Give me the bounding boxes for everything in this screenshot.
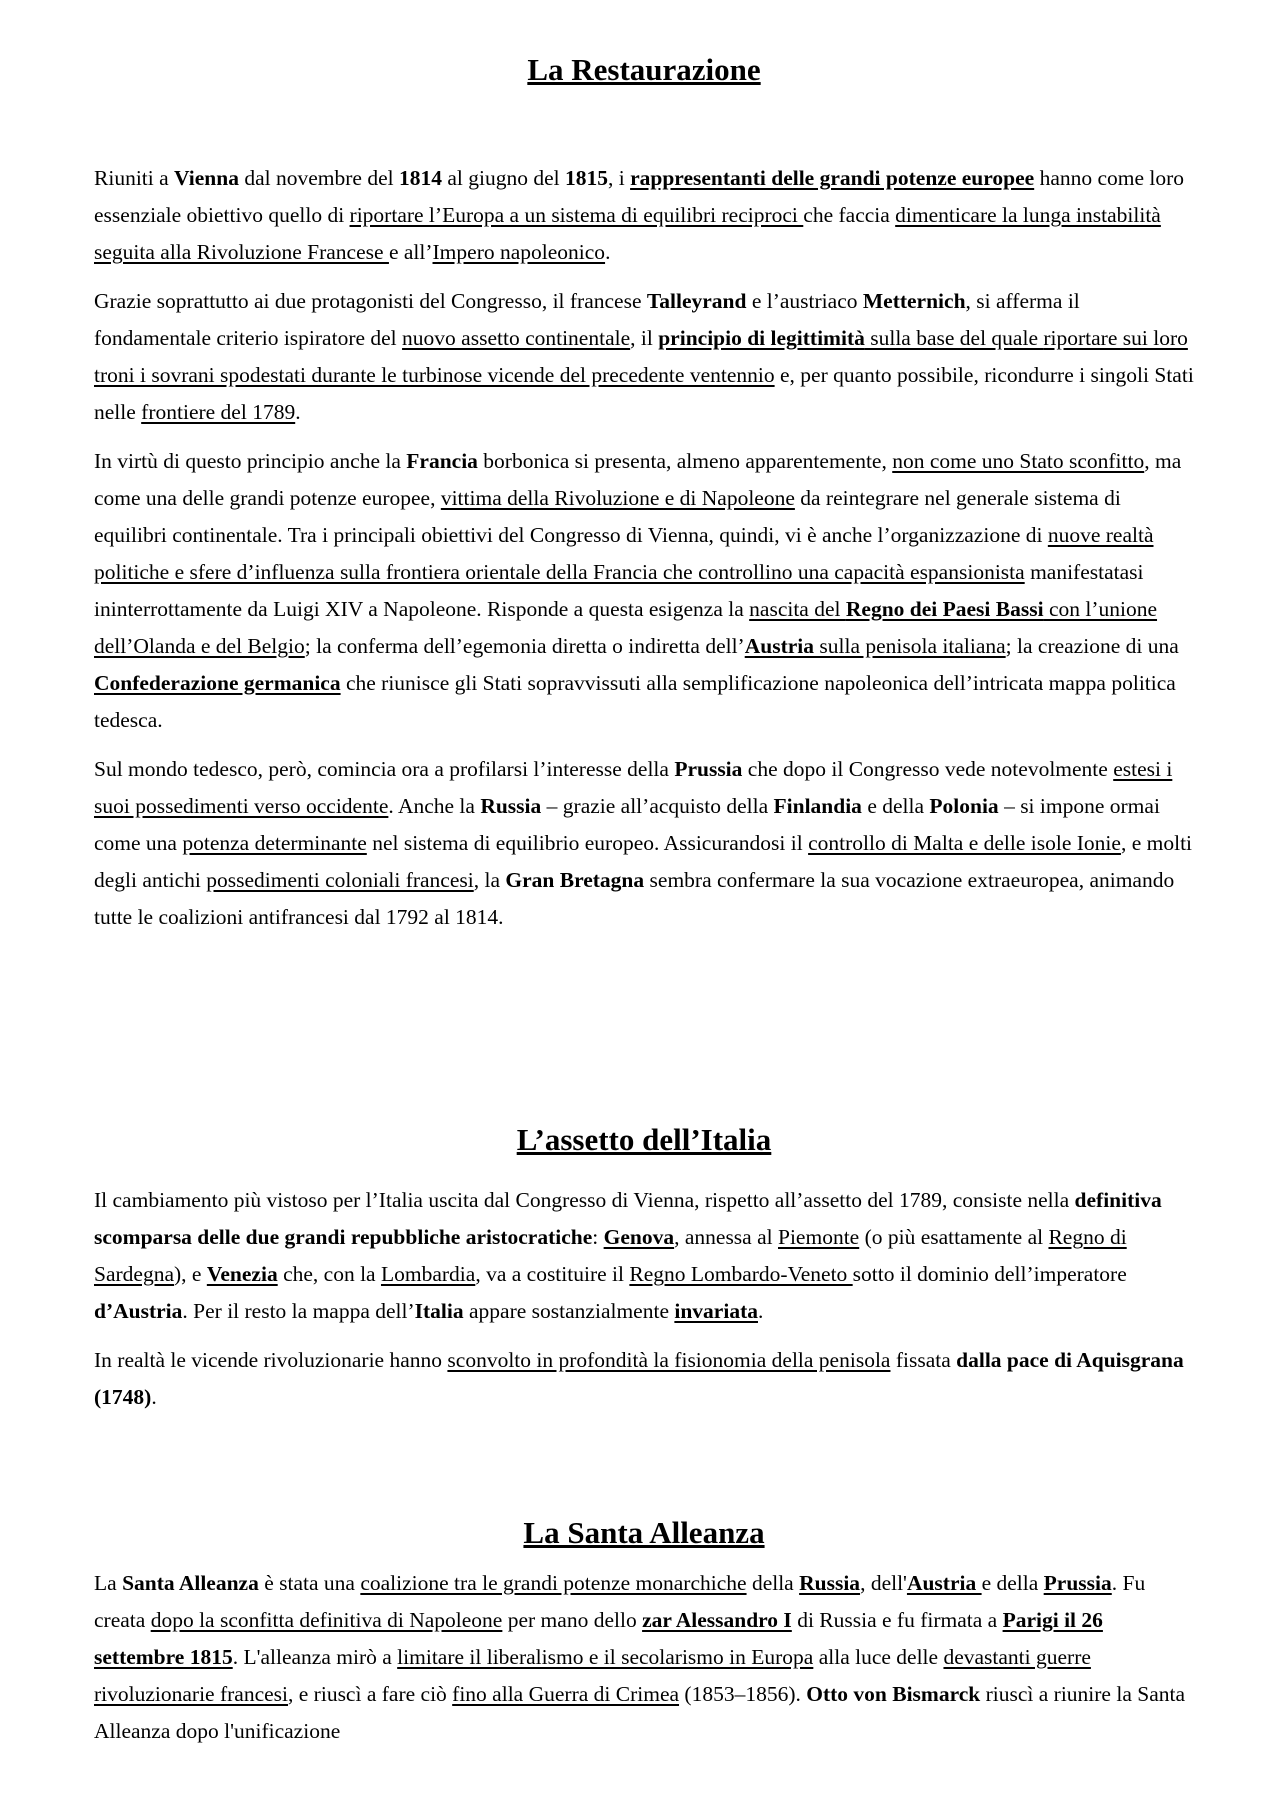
section-restaurazione — [94, 160, 1194, 948]
title-restaurazione: La Restaurazione — [527, 52, 761, 87]
title-assetto-italia: L’assetto dell’Italia — [516, 1122, 772, 1157]
title-santa-alleanza: La Santa Alleanza — [523, 1515, 765, 1550]
section-assetto-italia — [94, 1182, 1194, 1428]
paragraph-7: La Santa Alleanza è stata una coalizione tra le grandi potenze monarchiche della Russia, dell'Austria e della Prussia. Fu creata dopo la sconfitta definitiva di Napoleone per mano dello zar Alessandro I di Russia e fu firmata a Parigi il 26 settembre 1815. L'alleanza mirò a limitare il liberalismo e il secolarismo in Europa alla luce delle devastanti guerre rivoluzionarie francesi, e riuscì a fare ciò fino alla Guerra di Crimea (1853–1856). Otto von Bismarck riuscì a riunire la Santa Alleanza dopo l'unificazione — [94, 1571, 1186, 1743]
paragraph-2: Grazie soprattutto ai due protagonisti del Congresso, il francese Talleyrand e l’austriaco Metternich, si afferma il fondamentale criterio ispiratore del nuovo assetto continentale, il principio di legittimità sulla base del quale riportare sui loro troni i sovrani spodestati durante le turbinose vicende del precedente ventennio e, per quanto possibile, ricondurre i singoli Stati nelle frontiere del 1789. — [94, 289, 1194, 424]
paragraph-4: Sul mondo tedesco, però, comincia ora a profilarsi l’interesse della Prussia che dopo il Congresso vede notevolmente estesi i suoi possedimenti verso occidente. Anche la Russia – grazie all’acquisto della Finlandia e della Polonia – si impone ormai come una potenza determinante nel sistema di equilibrio europeo. Assicurandosi il controllo di Malta e delle isole Ionie, e molti degli antichi possedimenti coloniali francesi, la Gran Bretagna sembra confermare la sua vocazione extraeuropea, animando tutte le coalizioni antifrancesi dal 1792 al 1814. — [94, 757, 1193, 929]
paragraph-3: In virtù di questo principio anche la Francia borbonica si presenta, almeno apparentemente, non come uno Stato sconfitto, ma come una delle grandi potenze europee, vittima della Rivoluzione e di Napoleone da reintegrare nel generale sistema di equilibri continentale. Tra i principali obiettivi del Congresso di Vienna, quindi, vi è anche l’organizzazione di nuove realtà politiche e sfere d’influenza sulla frontiera orientale della Francia che controllino una capacità espansionista manifestatasi ininterrottamente da Luigi XIV a Napoleone. Risponde a questa esigenza la nascita del Regno dei Paesi Bassi con l’unione dell’Olanda e del Belgio; la conferma dell’egemonia diretta o indiretta dell’Austria sulla penisola italiana; la creazione di una Confederazione germanica che riunisce gli Stati sopravvissuti alla semplificazione napoleonica dell’intricata mappa politica tedesca. — [94, 449, 1182, 732]
paragraph-5: Il cambiamento più vistoso per l’Italia uscita dal Congresso di Vienna, rispetto all’assetto del 1789, consiste nella definitiva scomparsa delle due grandi repubbliche aristocratiche: Genova, annessa al Piemonte (o più esattamente al Regno di Sardegna), e Venezia che, con la Lombardia, va a costituire il Regno Lombardo-Veneto sotto il dominio dell’imperatore d’Austria. Per il resto la mappa dell’Italia appare sostanzialmente invariata. — [94, 1188, 1162, 1323]
paragraph-1: Riuniti a Vienna dal novembre del 1814 al giugno del 1815, i rappresentanti delle grandi potenze europee hanno come loro essenziale obiettivo quello di riportare l’Europa a un sistema di equilibri reciproci che faccia dimenticare la lunga instabilità seguita alla Rivoluzione Francese e all’Impero napoleonico. — [94, 166, 1185, 264]
paragraph-6: In realtà le vicende rivoluzionarie hanno sconvolto in profondità la fisionomia della penisola fissata dalla pace di Aquisgrana (1748). — [94, 1348, 1184, 1409]
section-santa-alleanza — [94, 1565, 1194, 1762]
